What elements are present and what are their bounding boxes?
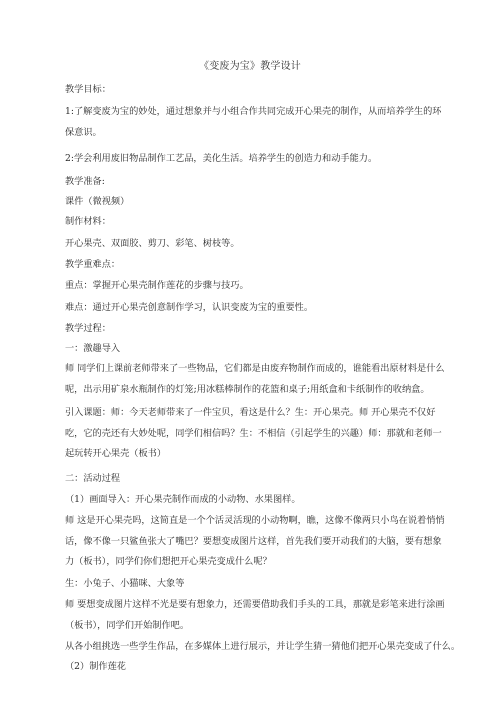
materials-list: 开心果壳、双面胶、剪刀、彩笔、树枝等。 [65,238,240,249]
paragraph-1: 师 同学们上课前老师带来了一些物品，它们都是由废弃物制作而成的，谁能看出原材料是什么呢，出示用矿泉水瓶制作的灯笼;用冰糕棒制作的花篮和桌子;用纸盒和卡纸制作的收纳盒。 [65,363,445,395]
preparation-heading: 教学准备: [65,176,105,187]
objective-1: 1:了解变废为宝的妙处，通过想象并与小组合作共同完成开心果壳的制作，从而培养学生的环保意识。 [65,106,442,138]
objectives-heading: 教学目标： [65,84,111,95]
students-answer: 生：小兔子、小猫咪、大象等 [65,578,185,589]
key-points-heading: 教学重难点： [65,259,121,270]
paragraph-4: 师 要想变成图片这样不光是要有想象力，还需要借助我们手头的工具，那就是彩笔来进行涂画（板书），同学们开始制作吧。 [65,599,445,631]
section-heading-2: 二：活动过程 [65,473,121,484]
key-point: 重点：掌握开心果壳制作莲花的步骤与技巧。 [65,280,249,291]
step-1: （1）画面导入：开心果壳制作而成的小动物、水果图样。 [65,494,301,505]
materials-heading: 制作材料： [65,216,111,227]
courseware-item: 课件（微视频） [65,196,130,207]
section-heading-1: 一：激趣导入 [65,343,121,354]
process-heading: 教学过程： [65,323,111,334]
paragraph-3: 师 这是开心果壳吗，这简直是一个个活灵活现的小动物啊，瞧，这像不像两只小鸟在说着悄悄话，像不像一只鲨鱼张大了嘴巴？要想变成图片这样，首先我们要开动我们的大脑，要有想象力（板书），同学们你们想把开心果壳变成什么呢？ [65,515,445,567]
document-title: 《变废为宝》教学设计 [199,61,301,72]
paragraph-2: 引入课题：师：今天老师带来了一件宝贝，看这是什么？生：开心果壳。师 开心果壳不仅好吃，它的壳还有大妙处呢，同学们相信吗？生：不相信（引起学生的兴趣）师：那就和老师一起玩转开心果壳（板书） [65,407,442,459]
difficulty: 难点：通过开心果壳创意制作学习，认识变废为宝的重要性。 [65,302,314,313]
paragraph-5: 从各小组挑选一些学生作品，在多媒体上进行展示，并让学生猜一猜他们把开心果壳变成了什么。 [65,641,461,652]
step-2: （2）制作莲花 [65,661,126,672]
objective-2: 2:学会利用废旧物品制作工艺品，美化生活。培养学生的创造力和动手能力。 [65,153,378,164]
